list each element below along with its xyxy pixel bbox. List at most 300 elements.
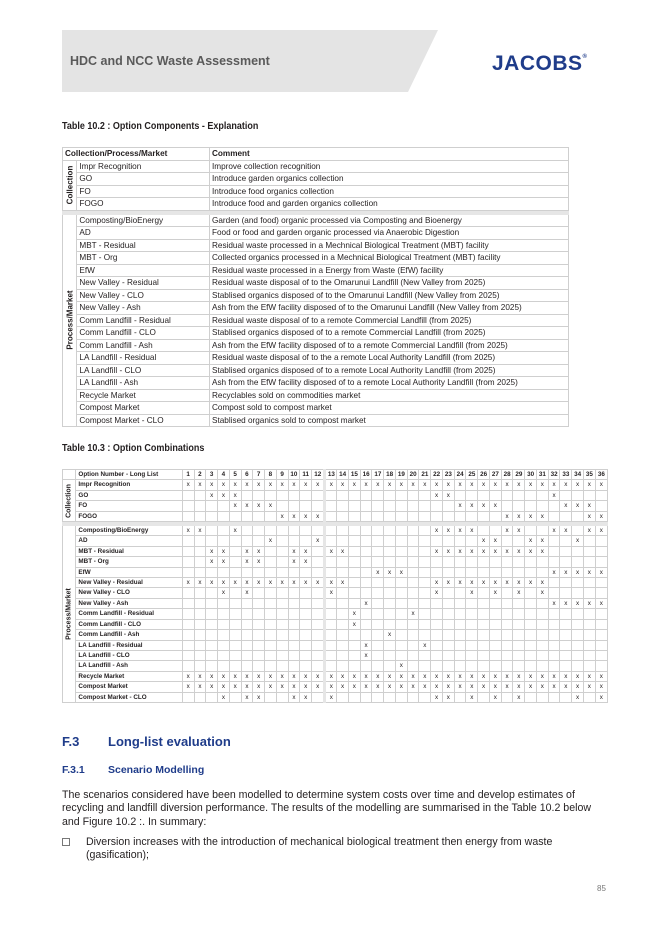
group-label: Process/Market [64, 290, 74, 350]
cell [525, 598, 537, 608]
option-number: 23 [442, 470, 454, 480]
cell [194, 692, 206, 702]
component-name: Comm Landfill - Residual [77, 314, 210, 327]
cell [348, 536, 360, 546]
cell [419, 650, 431, 660]
table-row [63, 227, 569, 240]
cell [218, 598, 230, 608]
component-comment: Stablised organics sold to compost market [210, 414, 569, 427]
cell [419, 598, 431, 608]
cell [536, 598, 548, 608]
cell: x [312, 578, 325, 588]
jacobs-logo: JACOBS® [492, 52, 587, 75]
cell: x [595, 526, 607, 536]
cell [194, 501, 206, 511]
cell: x [206, 682, 218, 692]
cell [348, 501, 360, 511]
cell [560, 630, 572, 640]
cell [337, 490, 349, 500]
cell [442, 536, 454, 546]
cell: x [265, 536, 277, 546]
cell [312, 619, 325, 629]
cell [312, 640, 325, 650]
cell: x [395, 682, 407, 692]
cell [300, 536, 312, 546]
cell: x [241, 480, 253, 490]
option-number: 33 [560, 470, 572, 480]
cell [501, 490, 513, 500]
cell: x [431, 480, 443, 490]
cell: x [583, 526, 595, 536]
cell [501, 630, 513, 640]
cell: x [372, 567, 384, 577]
cell [241, 567, 253, 577]
cell [253, 526, 265, 536]
cell [501, 640, 513, 650]
cell: x [218, 692, 230, 702]
option-number: 22 [431, 470, 443, 480]
cell [360, 501, 372, 511]
cell [182, 650, 194, 660]
cell: x [595, 682, 607, 692]
cell: x [360, 598, 372, 608]
cell [194, 490, 206, 500]
row-label: Composting/BioEnergy [76, 526, 182, 536]
cell [241, 598, 253, 608]
cell [501, 557, 513, 567]
cell [513, 661, 525, 671]
cell [466, 536, 478, 546]
row-label: EfW [76, 567, 182, 577]
table1-caption: Table 10.2 : Option Components - Explanation [62, 121, 259, 132]
cell: x [218, 546, 230, 556]
cell: x [300, 692, 312, 702]
cell [218, 661, 230, 671]
cell [194, 511, 206, 521]
cell: x [241, 557, 253, 567]
cell: x [384, 682, 396, 692]
cell [372, 619, 384, 629]
cell [454, 661, 466, 671]
group-label: Collection [65, 483, 73, 518]
cell [395, 630, 407, 640]
cell [407, 511, 419, 521]
cell [312, 630, 325, 640]
row-label: LA Landfill - CLO [76, 650, 182, 660]
cell [431, 598, 443, 608]
cell [325, 630, 337, 640]
cell: x [218, 490, 230, 500]
cell: x [300, 578, 312, 588]
cell [454, 536, 466, 546]
cell [583, 661, 595, 671]
component-name: FO [77, 185, 210, 198]
cell [595, 578, 607, 588]
cell [548, 501, 560, 511]
cell [595, 490, 607, 500]
cell: x [501, 546, 513, 556]
cell [360, 588, 372, 598]
cell [325, 526, 337, 536]
cell [501, 567, 513, 577]
cell [288, 609, 300, 619]
cell: x [560, 682, 572, 692]
cell [325, 650, 337, 660]
cell [348, 650, 360, 660]
cell: x [442, 546, 454, 556]
row-label: GO [76, 490, 182, 500]
cell [218, 567, 230, 577]
cell [265, 692, 277, 702]
cell [501, 501, 513, 511]
cell: x [288, 557, 300, 567]
cell: x [288, 671, 300, 681]
cell: x [454, 480, 466, 490]
cell: x [218, 588, 230, 598]
row-label: Comm Landfill - CLO [76, 619, 182, 629]
table-row [63, 414, 569, 427]
cell [206, 567, 218, 577]
cell [229, 567, 241, 577]
cell: x [454, 682, 466, 692]
cell: x [501, 671, 513, 681]
cell [182, 619, 194, 629]
option-number: 18 [384, 470, 396, 480]
component-name: Composting/BioEnergy [77, 214, 210, 227]
cell [325, 619, 337, 629]
cell: x [572, 536, 584, 546]
cell [182, 557, 194, 567]
component-name: LA Landfill - Residual [77, 352, 210, 365]
option-number: 12 [312, 470, 325, 480]
component-comment: Introduce food organics collection [210, 185, 569, 198]
cell: x [454, 671, 466, 681]
component-name: Comm Landfill - CLO [77, 327, 210, 340]
cell [419, 609, 431, 619]
cell [395, 609, 407, 619]
cell: x [536, 588, 548, 598]
cell [407, 557, 419, 567]
cell: x [513, 578, 525, 588]
cell [288, 661, 300, 671]
cell [182, 511, 194, 521]
cell: x [288, 682, 300, 692]
cell: x [548, 490, 560, 500]
table-row [63, 619, 608, 629]
cell [395, 490, 407, 500]
cell [229, 661, 241, 671]
table-row [63, 630, 608, 640]
cell [360, 567, 372, 577]
cell [300, 490, 312, 500]
cell [300, 640, 312, 650]
cell: x [560, 526, 572, 536]
row-label: FO [76, 501, 182, 511]
option-number: 21 [419, 470, 431, 480]
cell: x [501, 480, 513, 490]
cell [337, 567, 349, 577]
option-number: 34 [572, 470, 584, 480]
option-number: 27 [489, 470, 501, 480]
cell: x [536, 536, 548, 546]
cell: x [431, 588, 443, 598]
cell: x [348, 619, 360, 629]
cell [583, 630, 595, 640]
cell [489, 661, 501, 671]
cell: x [206, 490, 218, 500]
table-row [63, 557, 608, 567]
cell [276, 598, 288, 608]
cell [478, 567, 490, 577]
cell: x [595, 511, 607, 521]
section-heading: F.3 Long-list evaluation [62, 734, 231, 749]
cell [478, 619, 490, 629]
cell [229, 588, 241, 598]
cell [583, 609, 595, 619]
cell [572, 588, 584, 598]
cell [384, 650, 396, 660]
cell [536, 661, 548, 671]
cell: x [300, 671, 312, 681]
table-row [63, 377, 569, 390]
cell [466, 557, 478, 567]
cell: x [454, 578, 466, 588]
cell [525, 567, 537, 577]
row-label: Comm Landfill - Residual [76, 609, 182, 619]
cell: x [572, 671, 584, 681]
cell: x [325, 588, 337, 598]
cell: x [525, 536, 537, 546]
cell [206, 609, 218, 619]
cell: x [395, 661, 407, 671]
cell [229, 536, 241, 546]
option-number: 5 [229, 470, 241, 480]
table-row [63, 239, 569, 252]
cell [407, 640, 419, 650]
cell [253, 598, 265, 608]
cell [478, 598, 490, 608]
cell [501, 588, 513, 598]
cell: x [595, 671, 607, 681]
cell [489, 650, 501, 660]
component-name: LA Landfill - Ash [77, 377, 210, 390]
cell: x [360, 682, 372, 692]
cell [513, 490, 525, 500]
cell [218, 609, 230, 619]
cell [300, 630, 312, 640]
cell [572, 619, 584, 629]
cell [265, 630, 277, 640]
cell [513, 630, 525, 640]
cell [241, 650, 253, 660]
cell [548, 511, 560, 521]
cell [325, 661, 337, 671]
cell: x [466, 480, 478, 490]
cell: x [218, 578, 230, 588]
option-number: 3 [206, 470, 218, 480]
cell [478, 609, 490, 619]
cell [229, 598, 241, 608]
cell [419, 536, 431, 546]
cell [288, 536, 300, 546]
cell: x [466, 692, 478, 702]
cell [442, 650, 454, 660]
cell [501, 661, 513, 671]
cell: x [478, 682, 490, 692]
cell [360, 546, 372, 556]
cell [466, 598, 478, 608]
cell: x [560, 671, 572, 681]
cell [466, 490, 478, 500]
cell [525, 692, 537, 702]
cell [265, 567, 277, 577]
cell: x [372, 682, 384, 692]
table-row [63, 546, 608, 556]
cell [454, 692, 466, 702]
cell: x [466, 526, 478, 536]
cell [384, 609, 396, 619]
cell: x [288, 511, 300, 521]
cell [206, 692, 218, 702]
cell: x [325, 682, 337, 692]
cell [489, 567, 501, 577]
cell [348, 661, 360, 671]
cell [337, 557, 349, 567]
component-name: Comm Landfill - Ash [77, 339, 210, 352]
cell [276, 661, 288, 671]
cell: x [489, 546, 501, 556]
cell: x [442, 480, 454, 490]
cell: x [407, 671, 419, 681]
option-number: 17 [372, 470, 384, 480]
cell [337, 609, 349, 619]
cell [276, 536, 288, 546]
cell [337, 692, 349, 702]
option-number: 29 [513, 470, 525, 480]
cell [442, 609, 454, 619]
option-number: 10 [288, 470, 300, 480]
cell: x [229, 578, 241, 588]
cell: x [431, 526, 443, 536]
cell: x [478, 480, 490, 490]
cell [595, 630, 607, 640]
cell [194, 609, 206, 619]
cell [325, 640, 337, 650]
component-name: FOGO [77, 198, 210, 211]
cell: x [466, 682, 478, 692]
cell [595, 661, 607, 671]
cell [384, 578, 396, 588]
cell [276, 546, 288, 556]
table-row [63, 289, 569, 302]
cell [206, 511, 218, 521]
cell [348, 511, 360, 521]
cell: x [253, 578, 265, 588]
cell [348, 588, 360, 598]
cell [489, 511, 501, 521]
cell [276, 588, 288, 598]
cell: x [478, 546, 490, 556]
cell: x [182, 526, 194, 536]
cell: x [229, 490, 241, 500]
cell: x [513, 682, 525, 692]
cell [372, 661, 384, 671]
cell [325, 567, 337, 577]
cell: x [466, 578, 478, 588]
cell [572, 511, 584, 521]
cell [560, 609, 572, 619]
component-comment: Food or food and garden organic processed via Anaerobic Digestion [210, 227, 569, 240]
cell [265, 640, 277, 650]
cell: x [525, 480, 537, 490]
cell: x [536, 511, 548, 521]
cell: x [218, 557, 230, 567]
cell [253, 650, 265, 660]
cell: x [489, 578, 501, 588]
cell: x [348, 609, 360, 619]
cell [419, 578, 431, 588]
cell [229, 630, 241, 640]
row-label: MBT - Residual [76, 546, 182, 556]
cell [265, 598, 277, 608]
cell [572, 650, 584, 660]
cell [536, 650, 548, 660]
cell: x [525, 578, 537, 588]
component-name: MBT - Org [77, 252, 210, 265]
cell [489, 619, 501, 629]
cell [466, 619, 478, 629]
group-label: Collection [64, 165, 74, 205]
cell: x [431, 490, 443, 500]
cell [407, 630, 419, 640]
cell [360, 490, 372, 500]
option-number: 31 [536, 470, 548, 480]
cell [218, 619, 230, 629]
cell [241, 640, 253, 650]
cell [501, 609, 513, 619]
cell: x [466, 671, 478, 681]
cell [595, 650, 607, 660]
cell [572, 661, 584, 671]
cell: x [548, 567, 560, 577]
cell: x [194, 578, 206, 588]
cell [372, 557, 384, 567]
cell [583, 546, 595, 556]
cell [360, 619, 372, 629]
cell: x [513, 526, 525, 536]
table-row [63, 671, 608, 681]
cell [454, 588, 466, 598]
cell [312, 526, 325, 536]
cell: x [442, 526, 454, 536]
cell [501, 536, 513, 546]
cell [288, 526, 300, 536]
cell [241, 526, 253, 536]
cell [595, 536, 607, 546]
cell: x [572, 567, 584, 577]
cell [583, 557, 595, 567]
cell [548, 619, 560, 629]
cell: x [548, 671, 560, 681]
cell: x [325, 578, 337, 588]
cell: x [206, 480, 218, 490]
cell [276, 557, 288, 567]
cell [372, 511, 384, 521]
component-comment: Garden (and food) organic processed via Composting and Bioenergy [210, 214, 569, 227]
cell: x [431, 682, 443, 692]
cell: x [466, 588, 478, 598]
cell: x [583, 598, 595, 608]
